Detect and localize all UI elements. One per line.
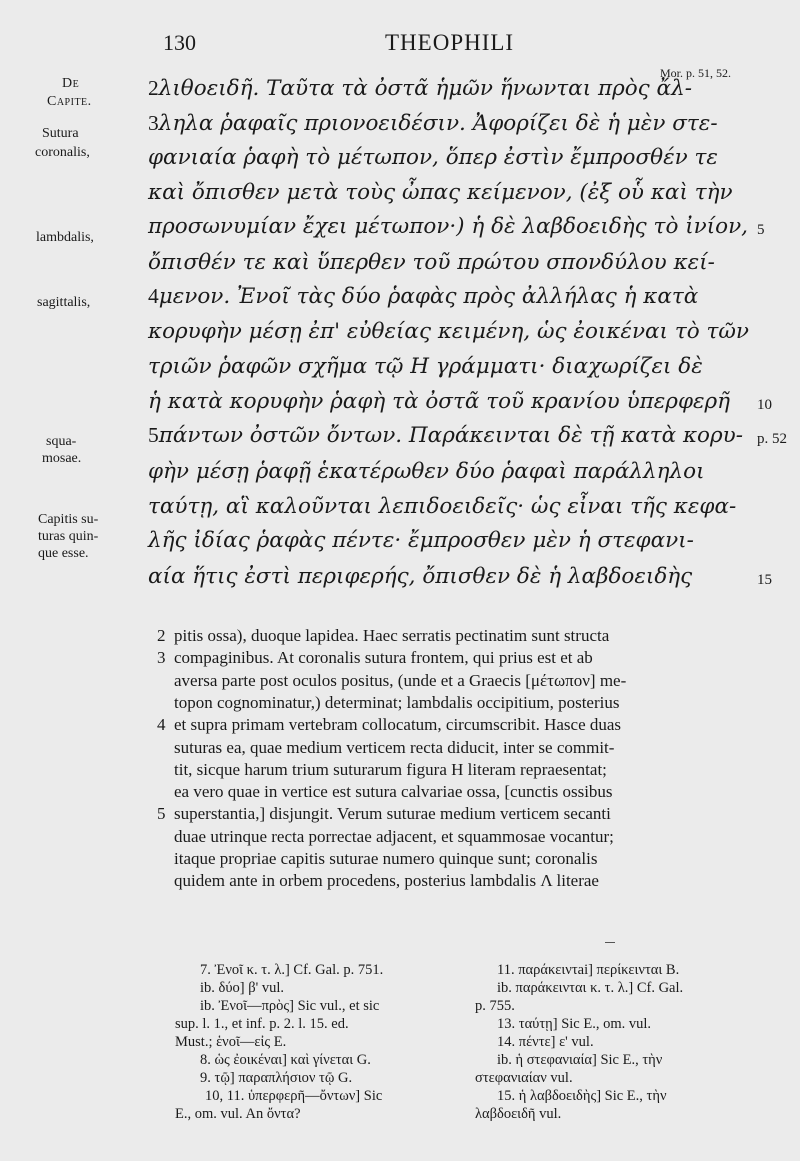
footnote-left-line: Must.; ἑνοῖ—εἰς E. [175, 1034, 287, 1050]
greek-line-text: καὶ ὄπισθεν μετὰ τοὺς ὦπας κείμενον, (ἐξ οὗ καὶ τὴν [148, 180, 733, 205]
greek-line-text: πάντων ὀστῶν ὄντων. Παράκεινται δὲ τῇ κατὰ κορυ- [158, 423, 743, 448]
greek-line [148, 250, 715, 275]
footnote-left-line: ib. Ἐνοῖ—πρὸς] Sic vul., et sic [200, 998, 380, 1014]
greek-line [148, 111, 718, 136]
greek-right-line-number: p. 52 [757, 431, 787, 447]
latin-line: suturas ea, quae medium verticem recta diducit, inter se commit- [174, 738, 615, 757]
greek-line-text: ληλα ῥαφαῖς πριονοειδέσιν. Ἀφορίζει δὲ ἡ μὲν στε- [158, 111, 718, 136]
greek-line-text: αία ἥτις ἐστὶ περιφερής, ὄπισθεν δὲ ἡ λαβδοειδὴς [148, 564, 693, 589]
greek-right-line-number: 15 [757, 572, 772, 588]
greek-line-text: φανιαία ῥαφὴ τὸ μέτωπον, ὅπερ ἐστὶν ἔμπροσθέν τε [148, 145, 718, 170]
greek-line [148, 528, 694, 553]
greek-line [148, 284, 698, 309]
greek-line [148, 494, 736, 519]
footnote-left-line: 8. ὡς ἐοικέναι] καὶ γίνεται G. [200, 1052, 371, 1068]
greek-line [148, 564, 692, 589]
greek-line [148, 423, 743, 448]
footnote-left-line: E., om. vul. An ὄντα? [175, 1106, 301, 1122]
footnote-right-line: p. 755. [475, 998, 515, 1014]
latin-line-number: 2 [157, 626, 166, 645]
margin-note-lambdalis: lambdalis, [36, 230, 94, 245]
margin-note-capite: Capite. [47, 94, 92, 109]
greek-right-line-number: 10 [757, 397, 772, 413]
greek-line-text: ταύτῃ, αἳ καλοῦνται λεπιδοειδεῖς· ὡς εἶναι τῆς κεφα- [148, 494, 737, 519]
footnote-left-line: 9. τῷ] παραπλήσιον τῷ G. [200, 1070, 353, 1086]
latin-line-number: 5 [157, 804, 166, 823]
greek-line-number: 5 [148, 423, 159, 447]
latin-line-number: 4 [157, 715, 166, 734]
greek-right-line-number: 5 [757, 222, 765, 238]
greek-line-number: 3 [148, 111, 159, 135]
footnote-right-line: 14. πέντε] ε' vul. [497, 1034, 594, 1050]
margin-note-capitis-3: que esse. [38, 546, 89, 561]
latin-line: pitis ossa), duoque lapidea. Haec serratis pectinatim sunt structa [174, 626, 610, 645]
greek-line [148, 319, 749, 344]
footnote-right-line: λαβδοειδῆ vul. [475, 1106, 562, 1122]
latin-line: quidem ante in orbem procedens, posterius lambdalis Λ literae [174, 871, 599, 890]
footnote-right-line: 15. ἡ λαβδοειδὴς] Sic E., τὴν [497, 1088, 667, 1104]
latin-line: aversa parte post oculos positus, (unde et a Graecis [μέτωπον] me- [174, 671, 627, 690]
margin-note-sutura: Sutura [42, 126, 79, 141]
greek-line-number: 4 [148, 284, 159, 308]
footnote-left-line: sup. l. 1., et inf. p. 2. l. 15. ed. [175, 1016, 349, 1032]
margin-note-capitis-1: Capitis su- [38, 512, 99, 527]
margin-note-coronalis: coronalis, [35, 145, 90, 160]
latin-line: compaginibus. At coronalis sutura frontem, qui prius est et ab [174, 648, 593, 667]
footnote-right-line: 11. παράκειντai] περίκεινται B. [497, 962, 680, 978]
footnote-left-line: 7. Ἐνοῖ κ. τ. λ.] Cf. Gal. p. 751. [200, 962, 384, 978]
greek-line [148, 459, 705, 484]
footnote-right-line: ib. παράκεινται κ. τ. λ.] Cf. Gal. [497, 980, 684, 996]
running-title: THEOPHILI [385, 30, 515, 55]
margin-note-de: De [62, 76, 80, 91]
margin-note-squa: squa- [46, 434, 77, 449]
greek-line-text: φὴν μέσῃ ῥαφῇ ἑκατέρωθεν δύο ῥαφαὶ παράλληλοι [148, 459, 705, 484]
footnote-right-line: 13. ταύτῃ] Sic E., om. vul. [497, 1016, 652, 1032]
footnote-left-line: 10, 11. ὑπερφερῆ—ὄντων] Sic [205, 1088, 383, 1104]
greek-line-text: τριῶν ῥαφῶν σχῆμα τῷ Η γράμματι· διαχωρίζει δὲ [148, 354, 703, 379]
footnote-right-line: στεφανιαίαν vul. [475, 1070, 573, 1086]
latin-line: tit, sicque harum trium suturarum figura H literam repraesentat; [174, 760, 607, 779]
greek-line-number: 2 [148, 76, 159, 100]
latin-line: ea vero quae in vertice est sutura calvariae ossa, [cunctis ossibus [174, 782, 613, 801]
footnote-left-line: ib. δύο] β' vul. [200, 980, 285, 996]
greek-line [148, 145, 718, 170]
margin-note-capitis-2: turas quin- [38, 529, 99, 544]
greek-line-text: λιθοειδῆ. Ταῦτα τὰ ὀστᾶ ἡμῶν ἥνωνται πρὸς ἄλ- [158, 76, 692, 101]
footnote-rule [605, 942, 615, 943]
footnote-right-line: ib. ἡ στεφανιαία] Sic E., τὴν [497, 1052, 663, 1068]
morel-reference: Mor. p. 51, 52. [660, 66, 732, 80]
greek-line [148, 180, 733, 205]
latin-line: topon cognominatur,) determinat; lambdalis occipitium, posterius [174, 693, 620, 712]
greek-line [148, 214, 748, 239]
latin-line-number: 3 [157, 648, 166, 667]
latin-line: et supra primam vertebram collocatum, circumscribit. Hasce duas [174, 715, 622, 734]
greek-line-text: λῆς ἰδίας ῥαφὰς πέντε· ἔμπροσθεν μὲν ἡ στεφανι- [148, 528, 694, 553]
greek-line-text: μενον. Ἐνοῖ τὰς δύο ῥαφὰς πρὸς ἀλλήλας ἡ κατὰ [158, 284, 699, 309]
greek-line [148, 76, 692, 101]
margin-note-mosae: mosae. [42, 451, 82, 466]
greek-line-text: κορυφὴν μέσῃ ἐπ' εὐθείας κειμένη, ὡς ἐοικέναι τὸ τῶν [148, 319, 749, 344]
latin-line: itaque propriae capitis suturae numero quinque sunt; coronalis [174, 849, 598, 868]
greek-line [148, 354, 703, 379]
greek-line-text: προσωνυμίαν ἔχει μέτωπον·) ἡ δὲ λαβδοειδὴς τὸ ἰνίον, [148, 214, 749, 239]
margin-note-sagittalis: sagittalis, [37, 295, 91, 310]
page-number: 130 [163, 30, 196, 55]
greek-line-text: ὄπισθέν τε καὶ ὕπερθεν τοῦ πρώτου σπονδύλου κεί- [148, 250, 715, 275]
greek-line-text: ἡ κατὰ κορυφὴν ῥαφὴ τὰ ὀστᾶ τοῦ κρανίου ὑπερφερῆ [148, 389, 731, 414]
latin-line: superstantia,] disjungit. Verum suturae medium verticem secanti [174, 804, 611, 823]
latin-line: duae utrinque recta porrectae adjacent, et squammosae vocantur; [174, 827, 614, 846]
greek-line [148, 389, 730, 414]
